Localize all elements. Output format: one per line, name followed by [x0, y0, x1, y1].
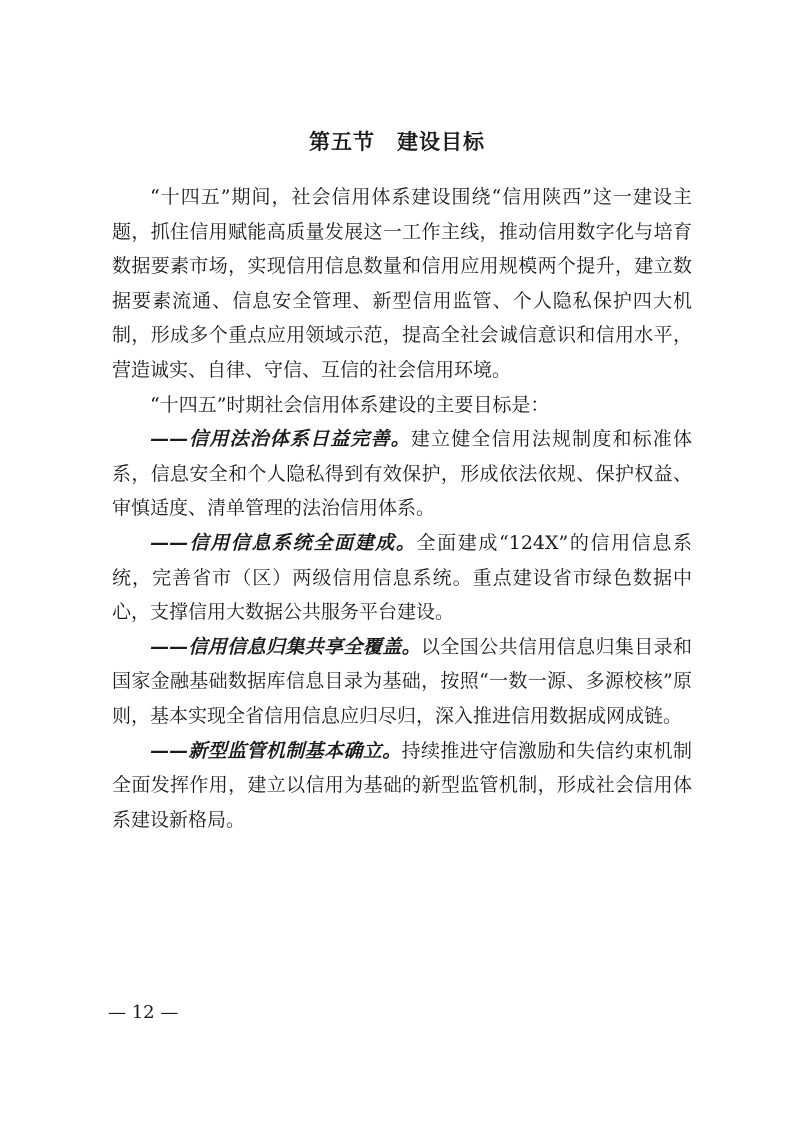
- section-title: 第五节 建设目标: [309, 130, 485, 154]
- goal-lead-sharing: ——信用信息归集共享全覆盖。: [150, 635, 421, 658]
- body-text: [112, 180, 692, 837]
- goal-body-sharing: 以全国公共信用信息归集目录和国家金融基础数据库信息目录为基础，按照“一数一源、多源校核”原则，基本实现全省信用信息应归尽归，深入推进信用数据成网成链。: [112, 635, 692, 727]
- goal-paragraph-sharing: [112, 630, 692, 734]
- goal-paragraph-supervision: [112, 734, 692, 838]
- goal-body-supervision: 持续推进守信激励和失信约束机制全面发挥作用，建立以信用为基础的新型监管机制，形成社会信用体系建设新格局。: [112, 739, 692, 831]
- goals-intro-paragraph: “十四五”时期社会信用体系建设的主要目标是：: [150, 393, 550, 416]
- goal-lead-system: ——信用信息系统全面建成。: [150, 531, 417, 554]
- goal-paragraph-system: [112, 526, 692, 630]
- goal-body-system: 全面建成“124X”的信用信息系统，完善省市（区）两级信用信息系统。重点建设省市绿色数据中心，支撑信用大数据公共服务平台建设。: [112, 531, 692, 624]
- page-number: — 12 —: [108, 1002, 179, 1023]
- intro-paragraph: “十四五”期间，社会信用体系建设围绕“信用陕西”这一建设主题，抓住信用赋能高质量发展这一工作主线，推动信用数字化与培育数据要素市场，实现信用信息数量和信用应用规模两个提升，建立数据要素流通、信息安全管理、新型信用监管、个人隐私保护四大机制，形成多个重点应用领域示范，提高全社会诚信意识和信用水平，营造诚实、自律、守信、互信的社会信用环境。: [112, 186, 692, 381]
- goal-lead-supervision: ——新型监管机制基本确立。: [150, 739, 402, 762]
- goal-paragraph-legal: [112, 422, 692, 526]
- goal-lead-legal: ——信用法治体系日益完善。: [150, 428, 411, 451]
- goal-body-legal: 建立健全信用法规制度和标准体系，信息安全和个人隐私得到有效保护，形成依法依规、保护权益、审慎适度、清单管理的法治信用体系。: [112, 428, 692, 520]
